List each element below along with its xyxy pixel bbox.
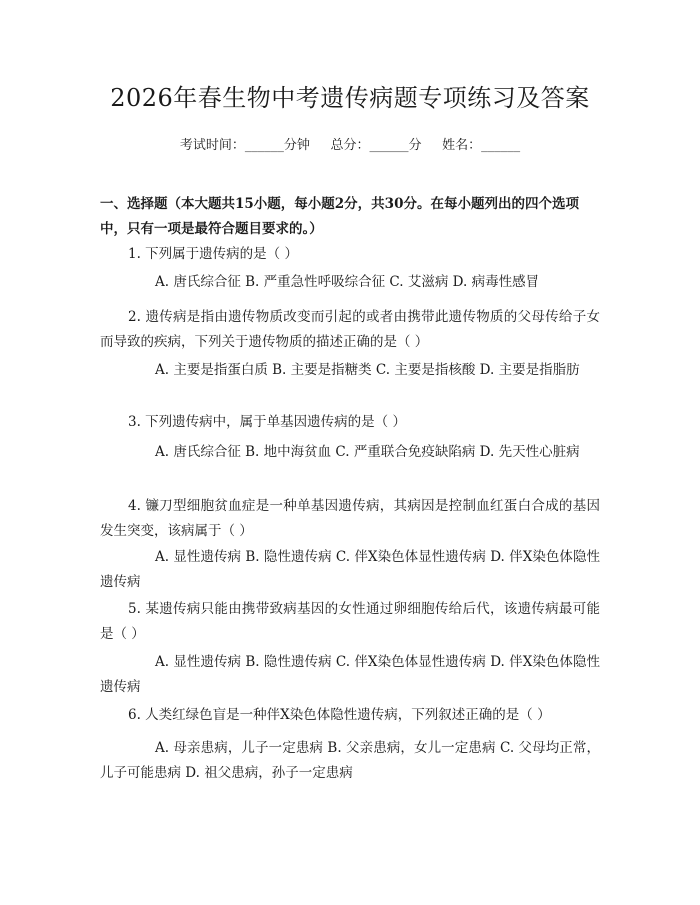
question-1: 1. 下列属于遗传病的是（ ） [128, 246, 298, 262]
question-4: 4. 镰刀型细胞贫血症是一种单基因遗传病，其病因是控制血红蛋白合成的基因发生突变，该病属于（ ） [100, 498, 600, 539]
question-1-options: A. 唐氏综合征 B. 严重急性呼吸综合征 C. 艾滋病 D. 病毒性感冒 [155, 274, 540, 290]
question-5-options: A. 显性遗传病 B. 隐性遗传病 C. 伴X染色体显性遗传病 D. 伴X染色体隐性遗传病 [100, 654, 600, 695]
question-4-options: A. 显性遗传病 B. 隐性遗传病 C. 伴X染色体显性遗传病 D. 伴X染色体隐性遗传病 [100, 549, 600, 590]
question-2-options: A. 主要是指蛋白质 B. 主要是指糖类 C. 主要是指核酸 D. 主要是指脂肪 [155, 362, 580, 378]
question-6-options: A. 母亲患病，儿子一定患病 B. 父亲患病，女儿一定患病 C. 父母均正常，儿子可能患病 D. 祖父患病，孙子一定患病 [100, 740, 600, 781]
question-2: 2. 遗传病是指由遗传物质改变而引起的或者由携带此遗传物质的父母传给子女而导致的疾病，下列关于遗传物质的描述正确的是（ ） [100, 309, 600, 350]
question-3-options: A. 唐氏综合征 B. 地中海贫血 C. 严重联合免疫缺陷病 D. 先天性心脏病 [155, 444, 580, 460]
question-6: 6. 人类红绿色盲是一种伴X染色体隐性遗传病，下列叙述正确的是（ ） [128, 707, 551, 723]
question-5: 5. 某遗传病只能由携带致病基因的女性通过卵细胞传给后代，该遗传病最可能是（ ） [100, 601, 600, 642]
question-3: 3. 下列遗传病中，属于单基因遗传病的是（ ） [128, 414, 406, 430]
document-title: 2026年春生物中考遗传病题专项练习及答案 [110, 84, 590, 112]
section-heading: 一、选择题（本大题共15小题，每小题2分，共30分。在每小题列出的四个选项中，只有一项是最符合题目要求的。） [100, 196, 579, 237]
exam-info-line: 考试时间：______分钟 总分：______分 姓名：______ [179, 138, 521, 153]
